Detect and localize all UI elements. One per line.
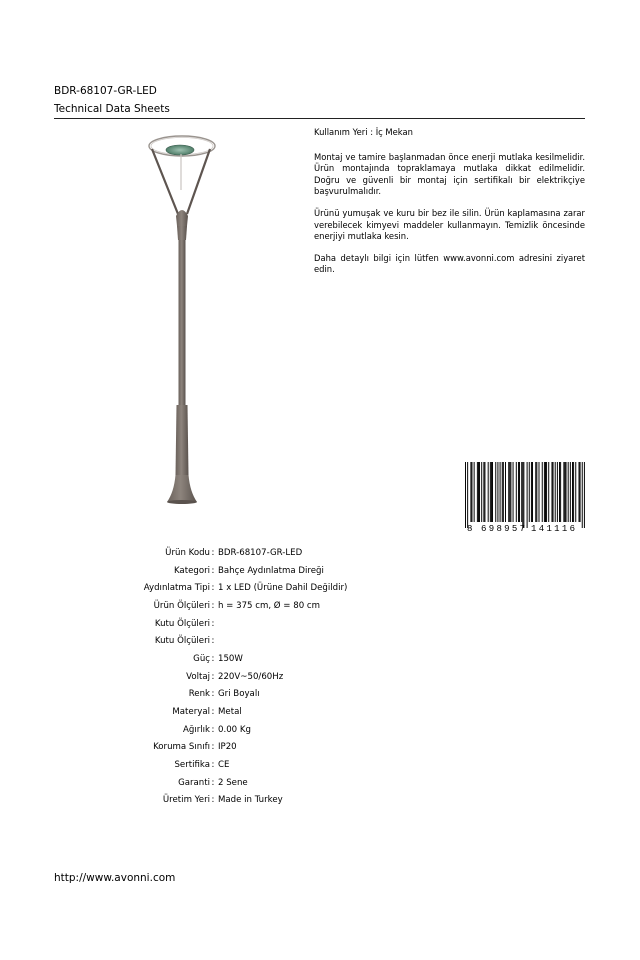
barcode-group-right: 141116: [531, 524, 575, 534]
barcode-bar: [551, 462, 552, 522]
barcode-bar: [471, 462, 472, 522]
barcode-bar: [513, 462, 514, 522]
barcode-bar: [470, 462, 471, 522]
spec-value: BDR-68107-GR-LED: [218, 547, 303, 558]
barcode-bar: [546, 462, 547, 522]
spec-value: 2 Sene: [218, 777, 248, 788]
spec-value: 150W: [218, 653, 243, 664]
barcode-bar: [584, 462, 585, 528]
barcode-bar: [580, 462, 581, 522]
barcode-bar: [509, 462, 510, 522]
spec-value: 0.00 Kg: [218, 724, 251, 735]
spec-separator: :: [211, 777, 215, 788]
spec-row: [54, 579, 585, 597]
spec-separator: :: [211, 742, 215, 753]
spec-row: [54, 756, 585, 774]
barcode-bar: [495, 462, 496, 522]
spec-label: Ürün Kodu: [165, 547, 210, 558]
barcode-bar: [570, 462, 571, 522]
barcode-bar: [502, 462, 503, 522]
barcode-bar: [491, 462, 492, 522]
barcode-bar: [539, 462, 540, 522]
document-header: [54, 84, 585, 116]
spec-label: Voltaj: [186, 671, 210, 682]
barcode-bar: [527, 462, 528, 528]
spec-row: [54, 562, 585, 580]
spec-row: [54, 632, 585, 650]
barcode-bar: [481, 462, 482, 522]
spec-label: Garanti: [178, 777, 210, 788]
spec-label: Kutu Ölçüleri: [154, 618, 210, 629]
barcode-bar: [566, 462, 567, 522]
spec-row: [54, 650, 585, 668]
spec-value: IP20: [218, 742, 237, 753]
barcode-bar: [560, 462, 561, 522]
spec-value: Bahçe Aydınlatma Direği: [218, 565, 324, 576]
spec-label: Aydınlatma Tipi: [143, 583, 210, 594]
description-panel: [314, 127, 585, 286]
spec-value: CE: [218, 760, 230, 771]
barcode-bar: [484, 462, 485, 522]
barcode-bar: [532, 462, 533, 522]
barcode: [465, 462, 585, 534]
spec-label: Ürün Ölçüleri: [153, 600, 210, 611]
barcode-bar: [531, 462, 532, 522]
barcode-bar: [516, 462, 517, 522]
spec-label: Koruma Sınıfı: [153, 742, 210, 753]
spec-row: [54, 703, 585, 721]
cleaning-paragraph: Ürünü yumuşak ve kuru bir bez ile silin. Ürün kaplamasına zarar verebilecek kimyevi maddeler kullanmayın. Temizlik öncesinde enerjiyi mutlaka kesin.: [314, 207, 585, 242]
more-info-paragraph: Daha detaylı bilgi için lütfen www.avonni.com adresini ziyaret edin.: [314, 252, 585, 275]
spec-separator: :: [211, 689, 215, 700]
barcode-bar: [536, 462, 537, 522]
spec-row: [54, 792, 585, 810]
document-subtitle: Technical Data Sheets: [54, 103, 170, 115]
barcode-bar: [492, 462, 493, 522]
barcode-bar: [564, 462, 565, 522]
spec-row: [54, 544, 585, 562]
safety-paragraph: Montaj ve tamire başlanmadan önce enerji mutlaka kesilmelidir. Ürün montajında topraklamaya mutlaka dikkat edilmelidir. Doğru ve güvenli bir montaj için sertifikalı bir elektrikçiye başvurulmalıdır.: [314, 151, 585, 197]
barcode-bar: [529, 462, 530, 522]
spec-label: Kutu Ölçüleri: [154, 636, 210, 647]
spec-separator: :: [211, 618, 215, 629]
spec-separator: :: [211, 636, 215, 647]
barcode-bar: [474, 462, 475, 522]
barcode-bar: [522, 462, 523, 528]
barcode-first-digit: 8: [467, 524, 473, 534]
spec-label: Sertifika: [174, 760, 210, 771]
spec-row: [54, 774, 585, 792]
barcode-bar: [503, 462, 504, 522]
spec-value: 1 x LED (Ürüne Dahil Değildir): [218, 583, 348, 594]
barcode-bar: [575, 462, 576, 522]
barcode-bar: [573, 462, 574, 522]
barcode-bar: [548, 462, 549, 522]
spec-separator: :: [211, 671, 215, 682]
barcode-bar: [555, 462, 556, 522]
barcode-bar: [467, 462, 468, 528]
barcode-bar: [563, 462, 564, 522]
barcode-bar: [465, 462, 466, 528]
spec-row: [54, 739, 585, 757]
lamp-post-image: [140, 130, 230, 510]
spec-label: Güç: [193, 653, 210, 664]
spec-label: Ağırlık: [182, 724, 210, 735]
spec-row: [54, 668, 585, 686]
barcode-bar: [479, 462, 480, 522]
barcode-bar: [523, 462, 524, 528]
barcode-bar: [582, 462, 583, 528]
header-divider: [54, 118, 585, 119]
footer-url[interactable]: http://www.avonni.com: [54, 872, 176, 884]
spec-row: [54, 721, 585, 739]
barcode-bar: [535, 462, 536, 522]
barcode-bar: [500, 462, 501, 522]
barcode-bar: [559, 462, 560, 522]
spec-separator: :: [211, 583, 215, 594]
barcode-bar: [497, 462, 498, 522]
barcode-group-left: 698957: [481, 524, 525, 534]
barcode-bar: [490, 462, 491, 522]
barcode-bar: [478, 462, 479, 522]
spec-row: [54, 686, 585, 704]
barcode-bar: [510, 462, 511, 522]
spec-separator: :: [211, 760, 215, 771]
product-code-title: BDR-68107-GR-LED: [54, 85, 157, 97]
barcode-bar: [544, 462, 545, 522]
barcode-bar: [545, 462, 546, 522]
spec-separator: :: [211, 547, 215, 558]
barcode-bar: [553, 462, 554, 522]
spec-label: Kategori: [173, 565, 210, 576]
spec-separator: :: [211, 724, 215, 735]
usage-location: Kullanım Yeri : İç Mekan: [314, 127, 413, 137]
spec-value: Made in Turkey: [218, 795, 283, 806]
spec-label: Renk: [188, 689, 210, 700]
spec-separator: :: [211, 565, 215, 576]
barcode-bar: [518, 462, 519, 522]
barcode-bar: [568, 462, 569, 522]
spec-separator: :: [211, 707, 215, 718]
spec-row: [54, 597, 585, 615]
spec-value: Metal: [218, 707, 242, 718]
barcode-bar: [579, 462, 580, 522]
barcode-bar: [519, 462, 520, 522]
barcode-bar: [488, 462, 489, 522]
spec-separator: :: [211, 600, 215, 611]
spec-value: Gri Boyalı: [218, 689, 260, 700]
spec-value: 220V~50/60Hz: [218, 671, 284, 682]
spec-label: Materyal: [172, 707, 210, 718]
spec-value: h = 375 cm, Ø = 80 cm: [218, 600, 320, 611]
barcode-bar: [572, 462, 573, 522]
barcode-bar: [483, 462, 484, 522]
barcode-bar: [477, 462, 478, 522]
barcode-bar: [505, 462, 506, 522]
spec-row: [54, 615, 585, 633]
barcode-bars: [465, 462, 585, 528]
spec-separator: :: [211, 653, 215, 664]
barcode-bar: [557, 462, 558, 522]
spec-separator: :: [211, 795, 215, 806]
barcode-bar: [508, 462, 509, 522]
spec-label: Üretim Yeri: [162, 795, 210, 806]
spec-table: [54, 544, 585, 809]
barcode-bar: [542, 462, 543, 522]
barcode-bar: [521, 462, 522, 522]
